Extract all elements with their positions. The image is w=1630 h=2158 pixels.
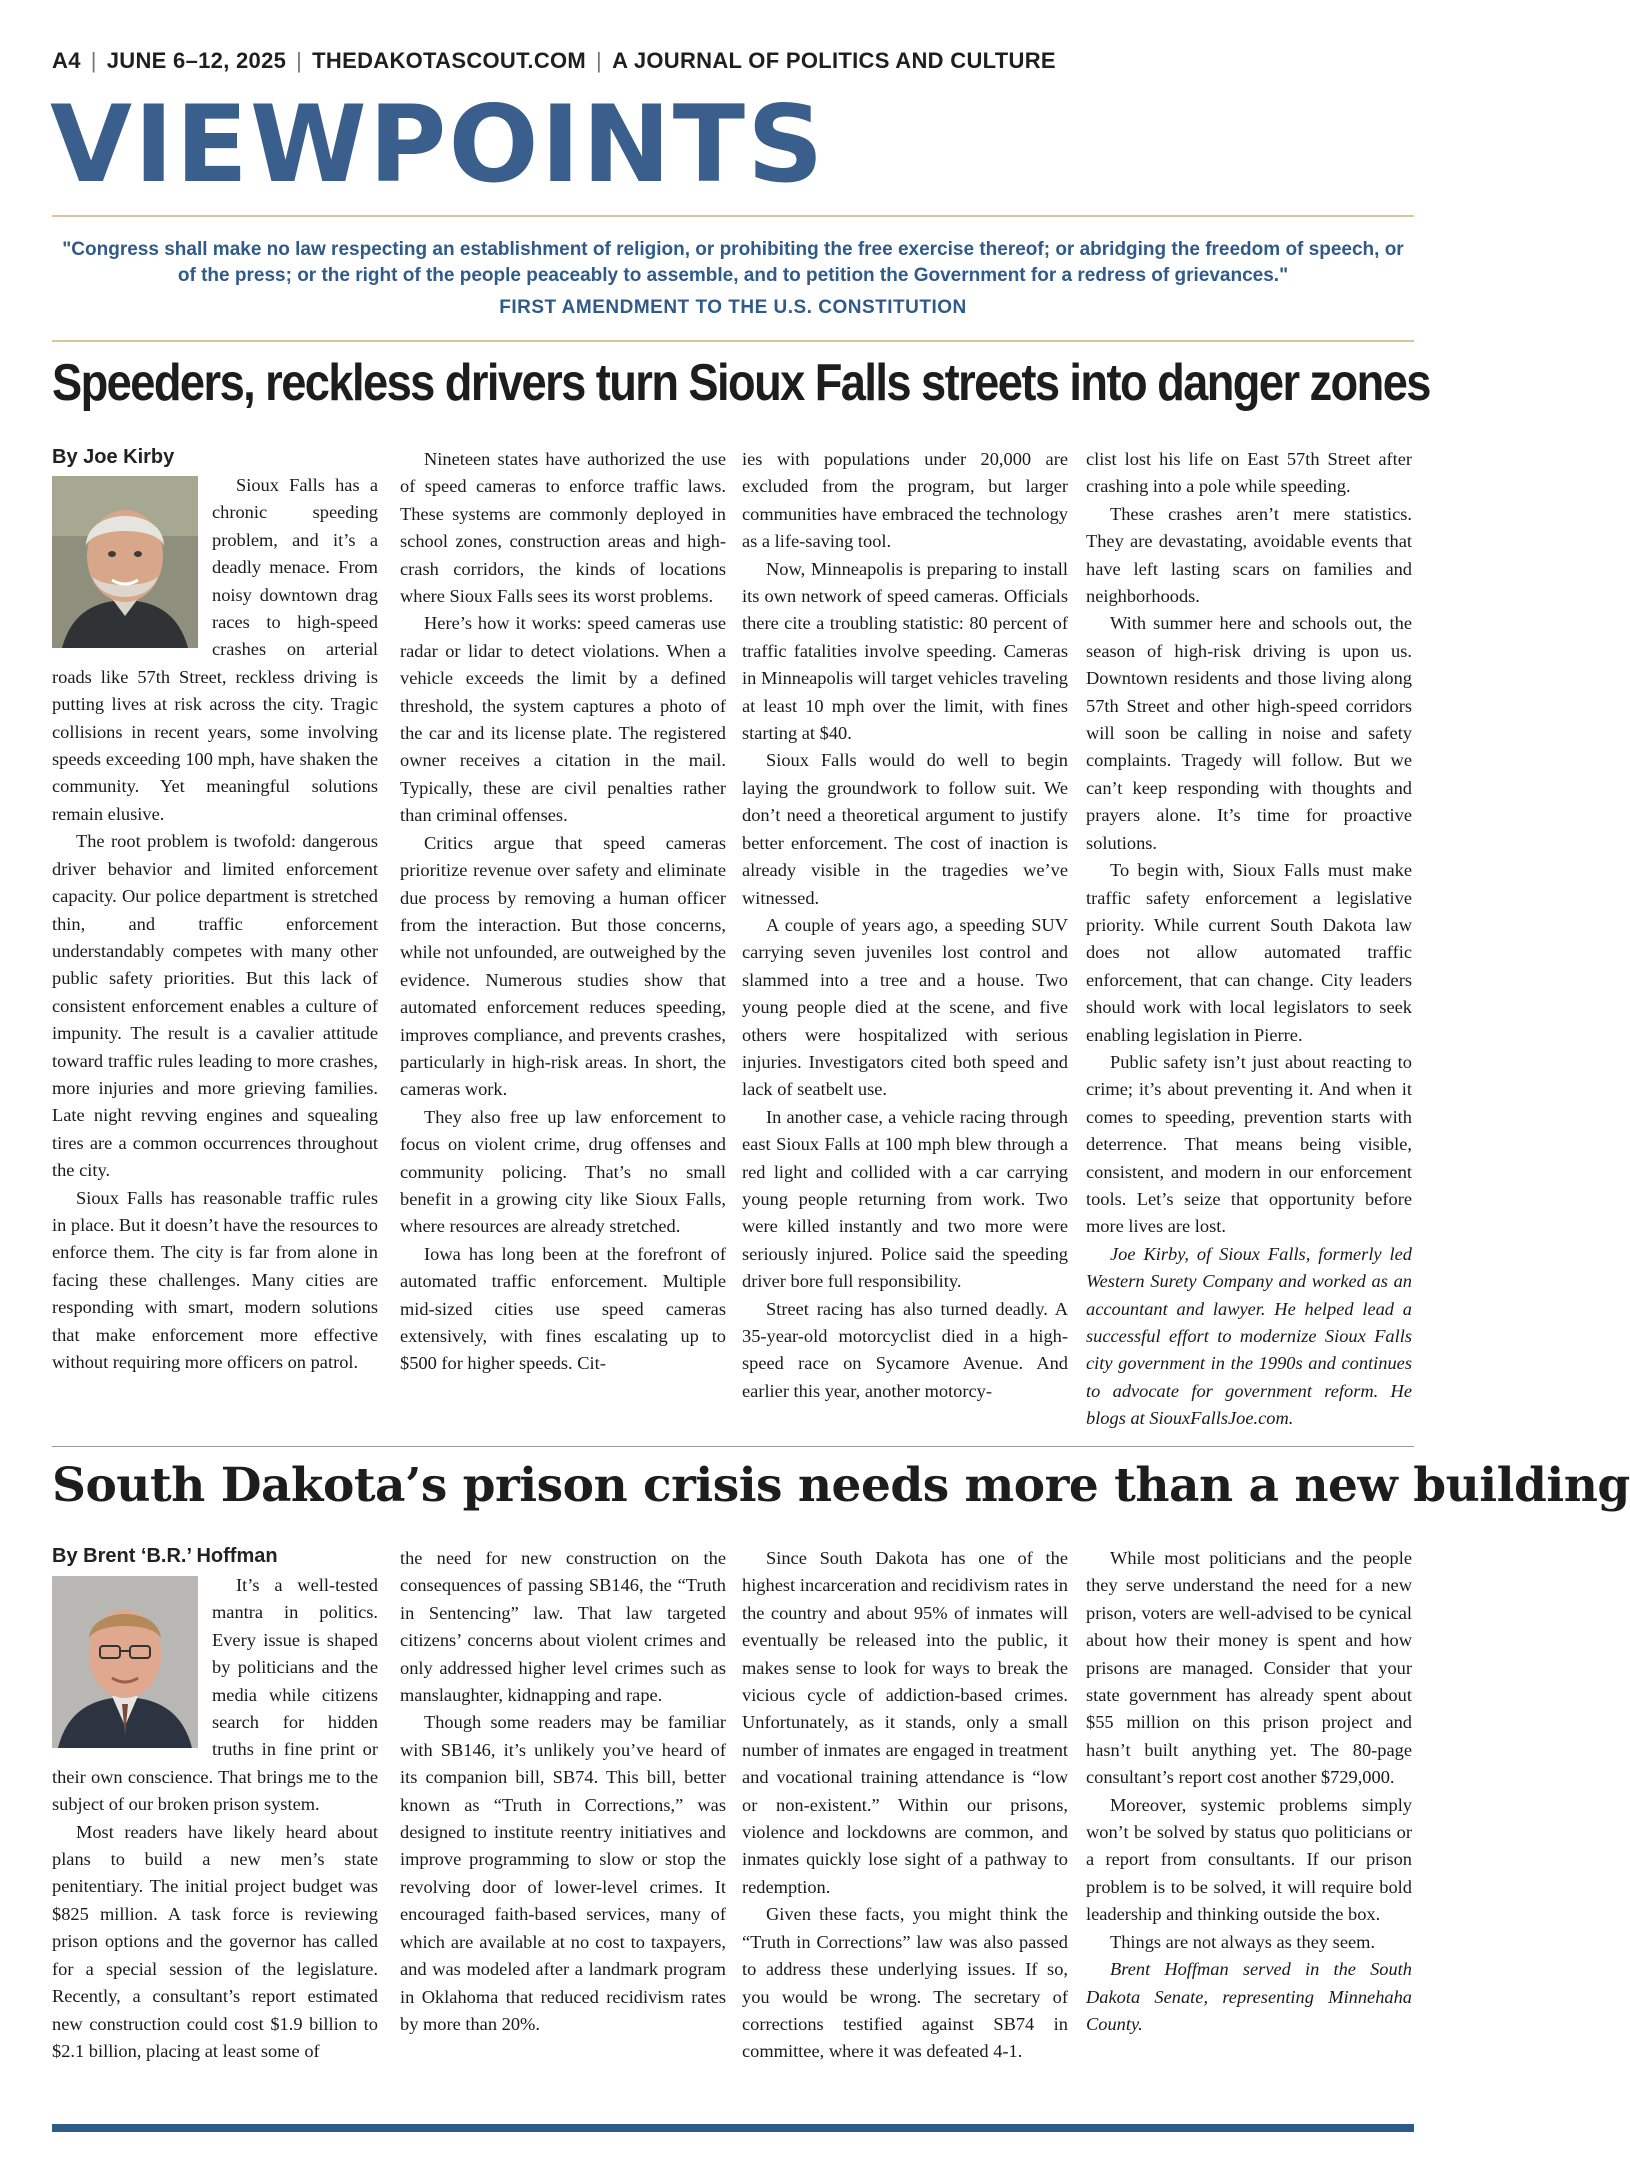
- paragraph: In another case, a vehicle racing through east Sioux Falls at 100 mph blew through a red light and collided with a car carrying young people returning from work. Two were killed instantly and two more were seriously injured. Police said the speeding driver bore full responsibility.: [742, 1106, 1068, 1292]
- paragraph: Iowa has long been at the forefront of automated traffic enforcement. Multiple mid-sized cities use speed cameras extensively, with fines escalating up to $500 for higher speeds. Cit-: [400, 1243, 726, 1374]
- article1-column-3: [742, 446, 1068, 1405]
- paragraph: Moreover, systemic problems simply won’t be solved by status quo politicians or a report from consultants. If our prison problem is to be solved, it will require bold leadership and thinking outside the box.: [1086, 1794, 1412, 1925]
- paragraph: Now, Minneapolis is preparing to install its own network of speed cameras. Officials there cite a troubling statistic: 80 percent of traffic fatalities involve speeding. Cameras in Minneapolis will target vehicles traveling at least 10 mph over the limit, with fines starting at $40.: [742, 558, 1068, 744]
- paragraph: clist lost his life on East 57th Street after crashing into a pole while speeding.: [1086, 449, 1412, 497]
- article2-headline: South Dakota’s prison crisis needs more than a new building: [52, 1458, 1630, 1513]
- paragraph: They also free up law enforcement to focus on violent crime, drug offenses and community policing. That’s no small benefit in a growing city like Sioux Falls, where resources are already stretched.: [400, 1106, 726, 1237]
- first-amendment-source: FIRST AMENDMENT TO THE U.S. CONSTITUTION: [499, 297, 967, 318]
- paragraph: While most politicians and the people they serve understand the need for a new prison, voters are well-advised to be cynical about how their money is spent and how prisons are managed. Consider that your state government has already spent about $55 million on this prison project and hasn’t built anything yet. The 80-page consultant’s report cost another $729,000.: [1086, 1548, 1412, 1788]
- paragraph: With summer here and schools out, the season of high-risk driving is upon us. Downtown residents and those living along 57th Street and other high-speed corridors will soon be calling in noise and safety complaints. Tragedy will follow. But we can’t keep responding with thoughts and prayers alone. It’s time for proactive solutions.: [1086, 613, 1412, 853]
- article-divider: [52, 1446, 1414, 1447]
- paragraph: The root problem is twofold: dangerous driver behavior and limited enforcement capacity. Our police department is stretched thin, and traffic enforcement understandably competes with many other public safety priorities. But this lack of consistent enforcement enables a culture of impunity. The result is a cavalier attitude toward traffic rules leading to more crashes, more injuries and more grieving families. Late night revving engines and squealing tires are a common occurrences throughout the city.: [52, 831, 378, 1181]
- article1-column-4: [1086, 446, 1412, 1433]
- divider-quote: [52, 340, 1414, 342]
- issue-date: JUNE 6–12, 2025: [106, 48, 287, 73]
- article1-headline: Speeders, reckless drivers turn Sioux Falls streets into danger zones: [52, 354, 1430, 412]
- article2-column-4: [1086, 1545, 1412, 2038]
- first-amendment-quote: "Congress shall make no law respecting an establishment of religion, or prohibiting the free exercise thereof; or abridging the freedom of speech, or of the press; or the right of the people peaceably to assemble, and to petition the Government for a redress of grievances.": [62, 239, 1404, 286]
- paragraph: Here’s how it works: speed cameras use radar or lidar to detect violations. When a vehicle exceeds the limit by a defined threshold, the system captures a photo of the car and its license plate. The registered owner receives a citation in the mail. Typically, these are civil penalties rather than criminal offenses.: [400, 613, 726, 826]
- article1-column-1: [52, 472, 378, 1376]
- masthead: A4 | JUNE 6–12, 2025 | THEDAKOTASCOUT.COM | A JOURNAL OF POLITICS AND CULTURE: [52, 48, 1056, 73]
- paragraph: A couple of years ago, a speeding SUV carrying seven juveniles lost control and slammed into a tree and a house. Two young people died at the scene, and five others were hospitalized with serious injuries. Investigators cited both speed and lack of seatbelt use.: [742, 914, 1068, 1100]
- website[interactable]: THEDAKOTASCOUT.COM: [312, 48, 587, 73]
- paragraph: To begin with, Sioux Falls must make traffic safety enforcement a legislative priority. While current South Dakota law does not allow automated traffic enforcement, that can change. City leaders should work with local legislators to seek enabling legislation in Pierre.: [1086, 860, 1412, 1045]
- paragraph: Since South Dakota has one of the highest incarceration and recidivism rates in the country and about 95% of inmates will eventually be released into the public, it makes sense to look for ways to break the vicious cycle of addiction-based crimes. Unfortunately, as it stands, only a small number of inmates are engaged in treatment and vocational training attendance is “low or non-existent.” Within our prisons, violence and lockdowns are common, and inmates quickly lose sight of a pathway to redemption.: [742, 1548, 1068, 1897]
- paragraph: Critics argue that speed cameras prioritize revenue over safety and eliminate due process by removing a human officer from the interaction. But those concerns, while not unfounded, are outweighed by the evidence. Numerous studies show that automated enforcement reduces speeding, improves compliance, and prevents crashes, particularly in high-risk areas. In short, the cameras work.: [400, 832, 726, 1100]
- article2-column-3: [742, 1545, 1068, 2066]
- article2-column-1: [52, 1572, 378, 2065]
- article2-byline: By Brent ‘B.R.’ Hoffman: [52, 1545, 278, 1567]
- author-bio: Joe Kirby, of Sioux Falls, formerly led Western Surety Company and worked as an accountant and lawyer. He helped lead a successful effort to modernize Sioux Falls city government in the 1990s and continues to advocate for government reform. He blogs at SiouxFallsJoe.com.: [1086, 1243, 1412, 1429]
- tagline: A JOURNAL OF POLITICS AND CULTURE: [612, 48, 1056, 73]
- paragraph: Public safety isn’t just about reacting to crime; it’s about preventing it. And when it comes to speeding, prevention starts with deterrence. That means being visible, consistent, and modern in our enforcement tools. Let’s seize that opportunity before more lives are lost.: [1086, 1051, 1412, 1237]
- newspaper-page: [50, 0, 1630, 2158]
- paragraph: Given these facts, you might think the “Truth in Corrections” law was also passed to address these underlying issues. If so, you would be wrong. The secretary of corrections testified against SB74 in committee, where it was defeated 4-1.: [742, 1904, 1068, 2062]
- section-title: VIEWPOINTS: [50, 83, 826, 206]
- author-photo-joe-kirby: [52, 476, 198, 648]
- article1-byline: By Joe Kirby: [52, 446, 175, 468]
- page-number: A4: [52, 48, 81, 73]
- paragraph: Most readers have likely heard about plans to build a new men’s state penitentiary. The initial project budget was $825 million. A task force is reviewing prison options and the governor has called for a special session of the legislature. Recently, a consultant’s report estimated new construction could cost $1.9 billion to $2.1 billion, placing at least some of: [52, 1821, 378, 2061]
- paragraph: It’s a well-tested mantra in politics. Every issue is shaped by politicians and the media while citizens search for hidden truths in fine print or their own conscience. That brings me to the subject of our broken prison system.: [52, 1575, 378, 1815]
- paragraph: Nineteen states have authorized the use of speed cameras to enforce traffic laws. These systems are commonly deployed in school zones, construction areas and high-crash corridors, the kinds of locations where Sioux Falls sees its worst problems.: [400, 449, 726, 607]
- paragraph: Sioux Falls has reasonable traffic rules in place. But it doesn’t have the resources to enforce them. The city is far from alone in facing these challenges. Many cities are responding with smart, modern solutions that make enforcement more effective without requiring more officers on patrol.: [52, 1187, 379, 1372]
- article1-column-2: [400, 446, 726, 1378]
- paragraph: ies with populations under 20,000 are excluded from the program, but larger communities have embraced the technology as a life-saving tool.: [742, 449, 1068, 552]
- article2-column-2: [400, 1545, 726, 2038]
- paragraph: Things are not always as they seem.: [1110, 1931, 1376, 1952]
- paragraph: Sioux Falls would do well to begin laying the groundwork to follow suit. We don’t need a theoretical argument to justify better enforcement. The cost of inaction is already visible in the tragedies we’ve witnessed.: [742, 750, 1068, 908]
- paragraph: Though some readers may be familiar with SB146, it’s unlikely you’ve heard of its companion bill, SB74. This bill, better known as “Truth in Corrections,” was designed to institute reentry initiatives and improve programming to slow or stop the revolving door of lower-level crimes. It encouraged faith-based services, many of which are available at no cost to taxpayers, and was modeled after a landmark program in Oklahoma that reduced recidivism rates by more than 20%.: [400, 1712, 726, 2034]
- paragraph: the need for new construction on the consequences of passing SB146, the “Truth in Sentencing” law. That law targeted citizens’ concerns about violent crimes and only addressed higher level crimes such as manslaughter, kidnapping and rape.: [400, 1548, 726, 1706]
- divider-top: [52, 215, 1414, 217]
- author-photo-brent-hoffman: [52, 1576, 198, 1748]
- footer-bar: [52, 2124, 1414, 2132]
- paragraph: Street racing has also turned deadly. A 35-year-old motorcyclist died in a high-speed race on Sycamore Avenue. And earlier this year, another motorcy-: [742, 1298, 1068, 1401]
- paragraph: These crashes aren’t mere statistics. They are devastating, avoidable events that have left lasting scars on families and neighborhoods.: [1086, 503, 1412, 607]
- paragraph: Sioux Falls has a chronic speeding problem, and it’s a deadly menace. From noisy downtown drag races to high-speed crashes on arterial roads like 57th Street, reckless driving is putting lives at risk across the city. Tragic collisions in recent years, some involving speeds exceeding 100 mph, have shaken the community. Yet meaningful solutions remain elusive.: [52, 475, 378, 824]
- author-bio: Brent Hoffman served in the South Dakota Senate, representing Minnehaha County.: [1086, 1959, 1412, 2034]
